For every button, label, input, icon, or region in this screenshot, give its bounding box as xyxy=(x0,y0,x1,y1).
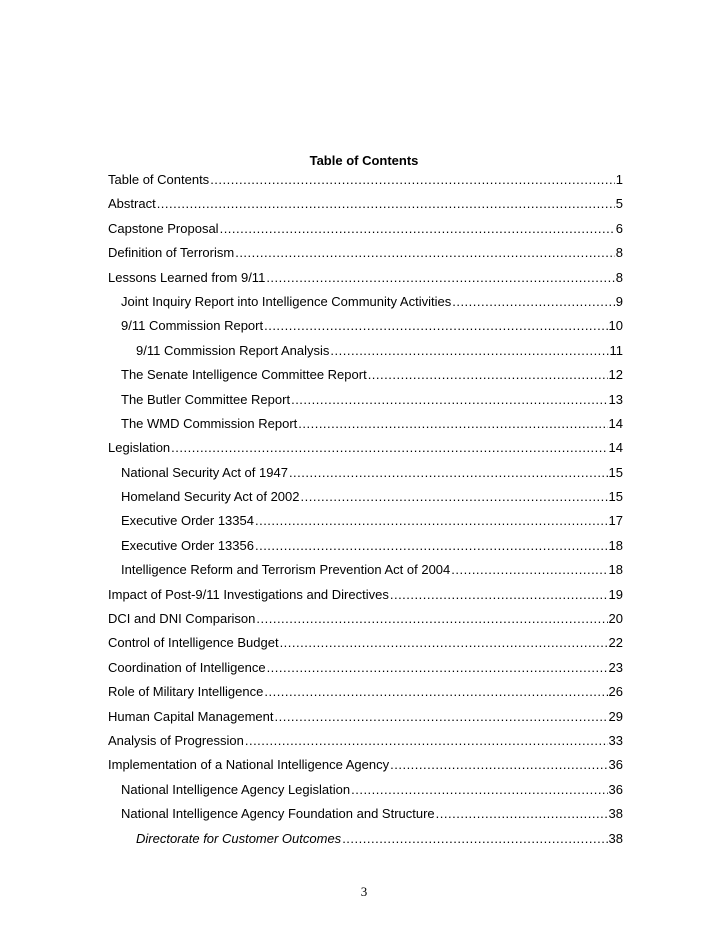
toc-entry-page-number: 17 xyxy=(608,513,623,529)
toc-entry-label: The Butler Committee Report xyxy=(121,391,291,407)
page-number: 3 xyxy=(360,884,368,899)
toc-entry-page-number: 12 xyxy=(608,367,623,383)
dot-leader xyxy=(264,684,607,700)
dot-leader xyxy=(235,245,615,261)
dot-leader xyxy=(368,367,608,383)
toc-entry-page-number: 18 xyxy=(608,537,623,553)
dot-leader xyxy=(451,562,607,578)
dot-leader xyxy=(289,465,608,481)
toc-entry-label: Executive Order 13354 xyxy=(121,513,254,529)
toc-entry[interactable] xyxy=(108,318,623,342)
dot-leader xyxy=(220,221,615,237)
toc-entry-label: Control of Intelligence Budget xyxy=(108,635,279,651)
toc-entry-page-number: 6 xyxy=(615,220,623,236)
dot-leader xyxy=(280,635,608,651)
toc-entry[interactable] xyxy=(108,416,623,440)
toc-entry[interactable] xyxy=(108,806,623,830)
toc-entry-label: Capstone Proposal xyxy=(108,220,219,236)
toc-entry-page-number: 36 xyxy=(608,781,623,797)
toc-entry[interactable] xyxy=(108,294,623,318)
toc-title: Table of Contents xyxy=(309,153,419,168)
toc-entry[interactable] xyxy=(108,709,623,733)
toc-entry-page-number: 5 xyxy=(615,196,623,212)
toc-entry[interactable] xyxy=(108,611,623,635)
toc-entry[interactable] xyxy=(108,831,623,855)
toc-entry-page-number: 13 xyxy=(608,391,623,407)
toc-entry[interactable] xyxy=(108,343,623,367)
dot-leader xyxy=(298,416,607,432)
toc-entry-page-number: 23 xyxy=(608,659,623,675)
toc-entry[interactable] xyxy=(108,196,623,220)
dot-leader xyxy=(436,806,608,822)
toc-entry-label: Homeland Security Act of 2002 xyxy=(121,489,300,505)
toc-entry-page-number: 10 xyxy=(608,318,623,334)
toc-entry-page-number: 14 xyxy=(608,415,623,431)
toc-entry-label: The WMD Commission Report xyxy=(121,415,298,431)
toc-entry[interactable] xyxy=(108,392,623,416)
toc-entry-label: 9/11 Commission Report xyxy=(121,318,264,334)
dot-leader xyxy=(264,318,607,334)
toc-entry[interactable] xyxy=(108,440,623,464)
toc-entry-page-number: 1 xyxy=(615,172,623,187)
toc-entry-page-number: 8 xyxy=(615,245,623,261)
toc-entry-page-number: 33 xyxy=(608,732,623,748)
dot-leader xyxy=(390,587,608,603)
dot-leader xyxy=(266,270,614,286)
dot-leader xyxy=(267,660,608,676)
toc-entry[interactable] xyxy=(108,172,623,196)
toc-entry-label: Definition of Terrorism xyxy=(108,245,235,261)
toc-entry[interactable] xyxy=(108,782,623,806)
toc-entry-page-number: 26 xyxy=(608,684,623,700)
toc-entry[interactable] xyxy=(108,245,623,269)
dot-leader xyxy=(291,392,607,408)
toc-entry-page-number: 19 xyxy=(608,586,623,602)
toc-entry-label: National Intelligence Agency Legislation xyxy=(121,781,351,797)
table-of-contents xyxy=(108,172,623,855)
dot-leader xyxy=(255,538,608,554)
toc-entry[interactable] xyxy=(108,221,623,245)
toc-entry-page-number: 36 xyxy=(608,757,623,773)
toc-entry[interactable] xyxy=(108,465,623,489)
toc-entry-label: Executive Order 13356 xyxy=(121,537,254,553)
toc-entry[interactable] xyxy=(108,538,623,562)
toc-entry-page-number: 14 xyxy=(608,440,623,456)
toc-entry[interactable] xyxy=(108,635,623,659)
toc-entry-label: Impact of Post-9/11 Investigations and Directives xyxy=(108,586,389,602)
toc-entry-page-number: 15 xyxy=(608,464,623,480)
toc-entry-page-number: 8 xyxy=(615,269,623,285)
toc-entry-page-number: 15 xyxy=(608,489,623,505)
toc-entry[interactable] xyxy=(108,733,623,757)
toc-entry[interactable] xyxy=(108,513,623,537)
toc-entry[interactable] xyxy=(108,367,623,391)
toc-entry[interactable] xyxy=(108,562,623,586)
dot-leader xyxy=(245,733,608,749)
toc-entry[interactable] xyxy=(108,660,623,684)
toc-entry-page-number: 20 xyxy=(608,611,623,627)
toc-entry-label: Intelligence Reform and Terrorism Prevention Act of 2004 xyxy=(121,562,451,578)
toc-entry[interactable] xyxy=(108,489,623,513)
toc-entry-page-number: 11 xyxy=(609,342,623,358)
toc-entry-label: Human Capital Management xyxy=(108,708,274,724)
dot-leader xyxy=(274,709,607,725)
toc-entry-page-number: 9 xyxy=(615,293,623,309)
toc-entry-label: Joint Inquiry Report into Intelligence Community Activities xyxy=(121,293,452,309)
toc-entry-page-number: 38 xyxy=(608,830,623,846)
dot-leader xyxy=(330,343,608,359)
dot-leader xyxy=(171,440,607,456)
toc-entry[interactable] xyxy=(108,270,623,294)
toc-entry-page-number: 29 xyxy=(608,708,623,724)
toc-entry-label: Coordination of Intelligence xyxy=(108,659,266,675)
dot-leader xyxy=(301,489,608,505)
toc-entry[interactable] xyxy=(108,587,623,611)
toc-entry[interactable] xyxy=(108,757,623,781)
dot-leader xyxy=(256,611,607,627)
dot-leader xyxy=(157,196,615,212)
toc-entry-label: Legislation xyxy=(108,440,171,456)
toc-entry-label: Lessons Learned from 9/11 xyxy=(108,269,266,285)
toc-entry-label: 9/11 Commission Report Analysis xyxy=(136,342,330,358)
toc-entry-label: National Intelligence Agency Foundation and Structure xyxy=(121,806,435,822)
toc-entry-label: Abstract xyxy=(108,196,156,212)
toc-entry-label: National Security Act of 1947 xyxy=(121,464,288,480)
dot-leader xyxy=(452,294,615,310)
toc-entry-page-number: 18 xyxy=(608,562,623,578)
toc-entry[interactable] xyxy=(108,684,623,708)
toc-entry-label: Role of Military Intelligence xyxy=(108,684,264,700)
dot-leader xyxy=(342,831,607,847)
toc-entry-label: Analysis of Progression xyxy=(108,732,244,748)
toc-entry-label: The Senate Intelligence Committee Report xyxy=(121,367,367,383)
dot-leader xyxy=(351,782,607,798)
toc-entry-label: Table of Contents xyxy=(108,172,210,187)
toc-entry-page-number: 38 xyxy=(608,806,623,822)
dot-leader xyxy=(390,757,607,773)
toc-entry-label: Implementation of a National Intelligence Agency xyxy=(108,757,390,773)
toc-entry-label: Directorate for Customer Outcomes xyxy=(136,830,342,846)
dot-leader xyxy=(255,513,608,529)
toc-entry-label: DCI and DNI Comparison xyxy=(108,611,256,627)
toc-entry-page-number: 22 xyxy=(608,635,623,651)
dot-leader xyxy=(210,172,615,188)
